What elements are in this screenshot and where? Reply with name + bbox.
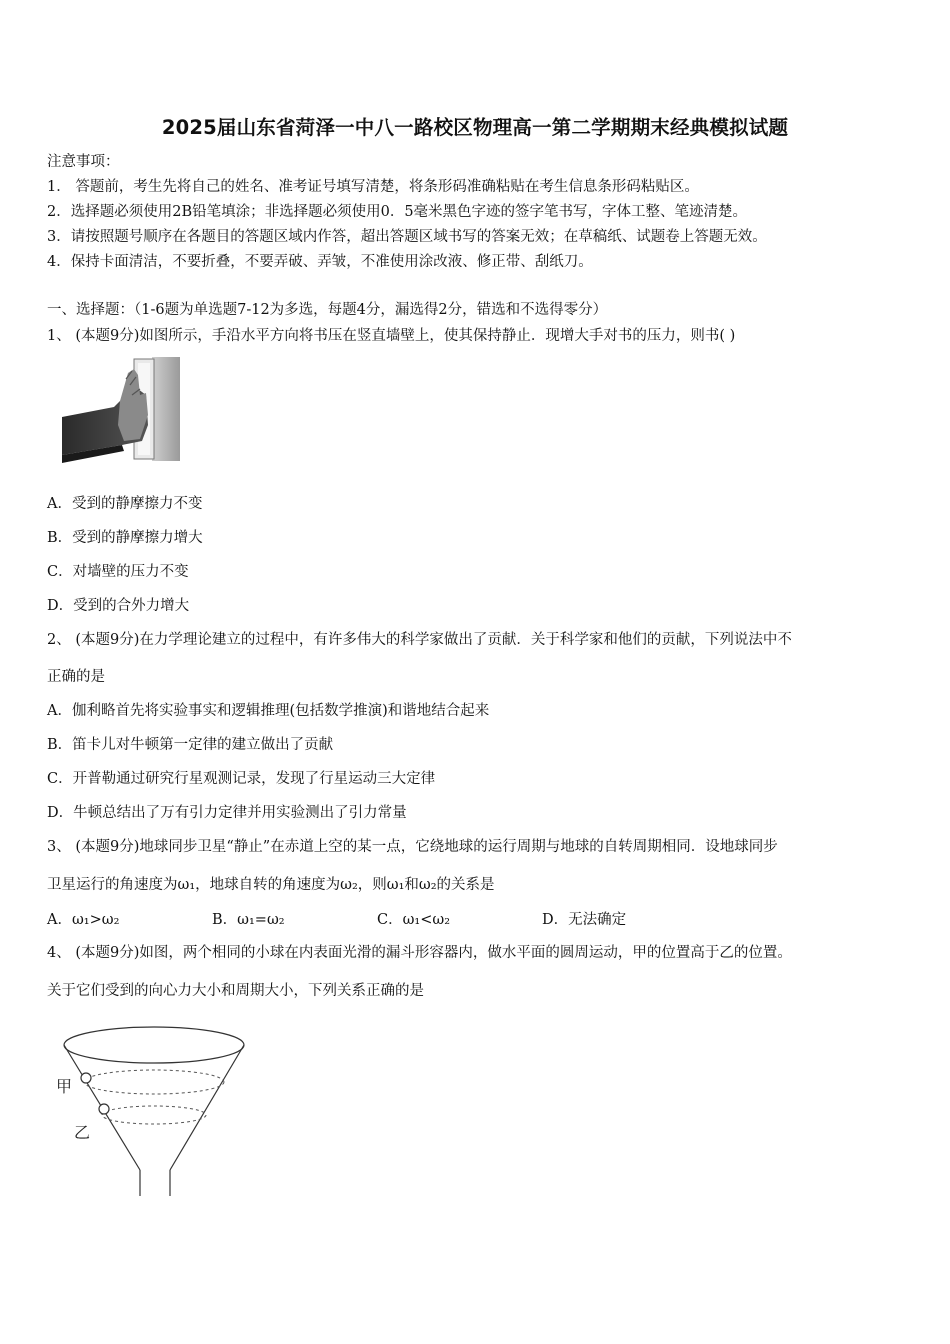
question-1-option-d: D．受到的合外力增大 <box>47 598 190 614</box>
notice-item-4: 4．保持卡面清洁，不要折叠，不要弄破、弄皱，不准使用涂改液、修正带、刮纸刀。 <box>47 254 593 270</box>
question-3-stem-line-2: 卫星运行的角速度为ω₁，地球自转的角速度为ω₂，则ω₁和ω₂的关系是 <box>47 877 495 893</box>
page-title: 2025届山东省菏泽一中八一路校区物理高一第二学期期末经典模拟试题 <box>161 116 789 139</box>
question-4-stem-line-1: 4、 (本题9分)如图，两个相同的小球在内表面光滑的漏斗形容器内，做水平面的圆周运动，甲的位置高于乙的位置。 <box>47 945 792 961</box>
question-2-stem-line-1: 2、 (本题9分)在力学理论建立的过程中，有许多伟大的科学家做出了贡献．关于科学家和他们的贡献，下列说法中不 <box>47 632 792 648</box>
hand-pressing-book-figure <box>62 355 180 463</box>
question-3-option-d: D．无法确定 <box>542 912 627 928</box>
question-2-option-c: C．开普勒通过研究行星观测记录，发现了行星运动三大定律 <box>47 771 436 787</box>
ball-jia <box>81 1073 91 1083</box>
question-4-stem-line-2: 关于它们受到的向心力大小和周期大小，下列关系正确的是 <box>47 983 424 999</box>
notice-item-1: 1． 答题前，考生先将自己的姓名、准考证号填写清楚，将条形码准确粘贴在考生信息条形码粘贴区。 <box>47 179 699 195</box>
funnel-figure <box>52 1020 250 1200</box>
question-1-option-a: A．受到的静摩擦力不变 <box>47 496 203 512</box>
label-jia: 甲 <box>56 1077 73 1096</box>
notice-item-3: 3．请按照题号顺序在各题目的答题区域内作答，超出答题区域书写的答案无效；在草稿纸、试题卷上答题无效。 <box>47 229 767 245</box>
question-2-option-b: B．笛卡儿对牛顿第一定律的建立做出了贡献 <box>47 737 334 753</box>
question-1-option-b: B．受到的静摩擦力增大 <box>47 530 203 546</box>
ball-yi <box>99 1104 109 1114</box>
question-3-options <box>47 908 907 930</box>
question-3-option-c: C．ω₁<ω₂ <box>377 912 451 928</box>
question-2-option-a: A．伽利略首先将实验事实和逻辑推理(包括数学推演)和谐地结合起来 <box>47 703 490 719</box>
question-3-option-a: A．ω₁>ω₂ <box>47 912 120 928</box>
question-2-option-d: D．牛顿总结出了万有引力定律并用实验测出了引力常量 <box>47 805 407 821</box>
question-1-option-c: C．对墙壁的压力不变 <box>47 564 189 580</box>
section-heading: 一、选择题：（1-6题为单选题7-12为多选，每题4分，漏选得2分，错选和不选得零分） <box>47 302 608 318</box>
question-2-stem-line-2: 正确的是 <box>47 669 105 685</box>
question-3-option-b: B．ω₁=ω₂ <box>212 912 285 928</box>
notice-item-2: 2．选择题必须使用2B铅笔填涂；非选择题必须使用0．5毫米黑色字迹的签字笔书写，字体工整、笔迹清楚。 <box>47 204 748 220</box>
question-1-stem: 1、 (本题9分)如图所示，手沿水平方向将书压在竖直墙壁上，使其保持静止．现增大手对书的压力，则书( ) <box>47 328 736 344</box>
question-3-stem-line-1: 3、 (本题9分)地球同步卫星“静止”在赤道上空的某一点，它绕地球的运行周期与地球的自转周期相同．设地球同步 <box>47 839 778 855</box>
notice-heading: 注意事项： <box>47 154 120 170</box>
label-yi: 乙 <box>74 1123 91 1142</box>
